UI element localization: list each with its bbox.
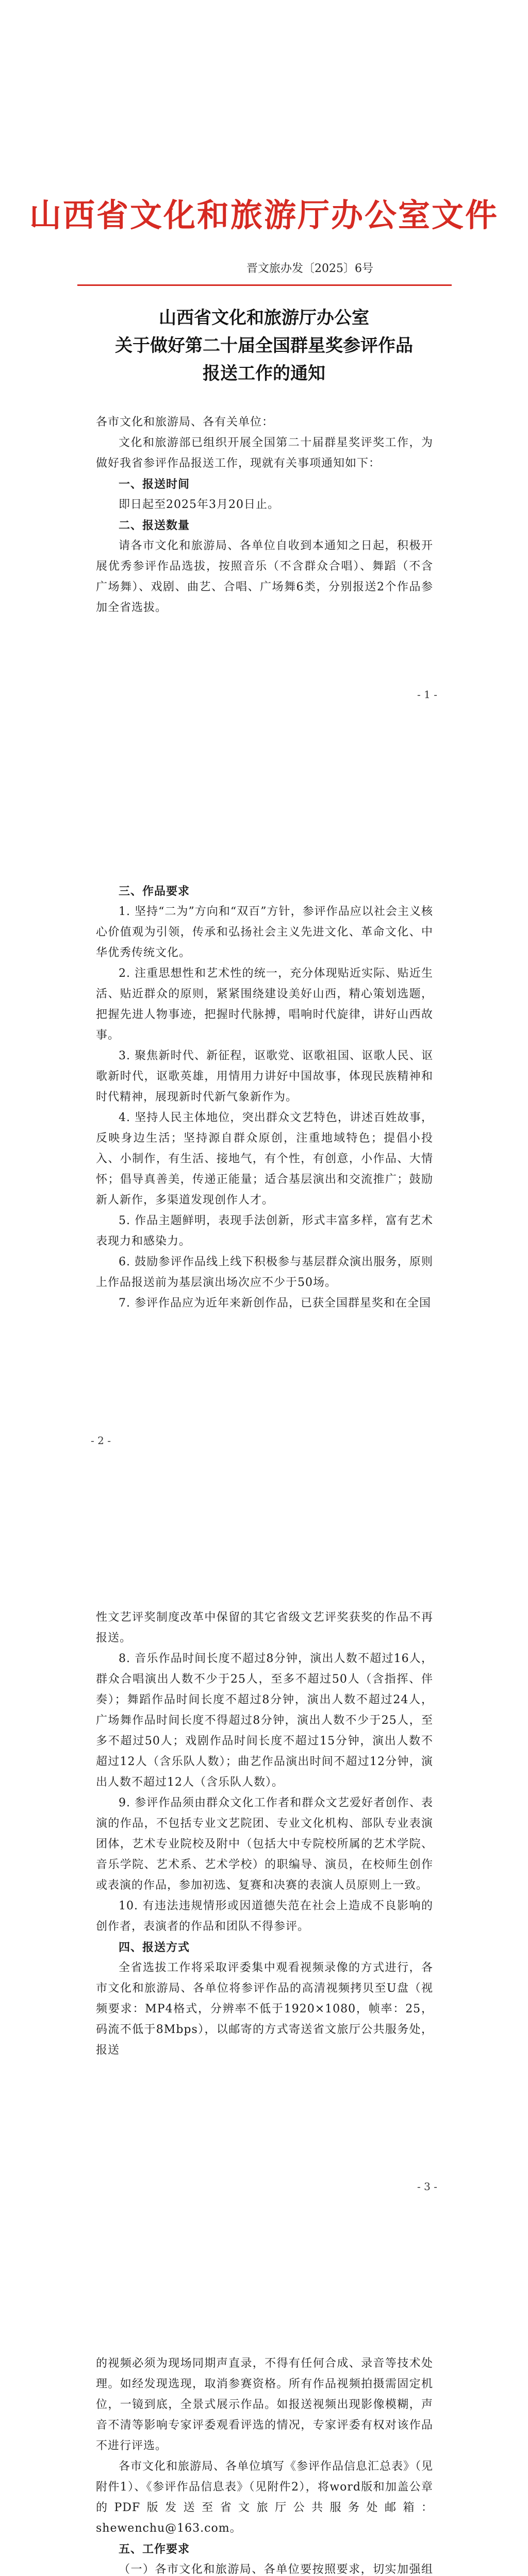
continued-text: 性文艺评奖制度改革中保留的其它省级文艺评奖获奖的作品不再报送。 xyxy=(96,1611,433,1645)
page-number: - 1 - xyxy=(417,688,437,701)
section-2-heading: 二、报送数量 xyxy=(119,519,190,532)
section-1-text: 即日起至2025年3月20日止。 xyxy=(119,498,279,511)
requirement-item: 10. 有违法违规情形或因道德失范在社会上造成不良影响的创作者，表演者的作品和团队不得参评。 xyxy=(96,1900,433,1933)
title-line-3: 报送工作的通知 xyxy=(203,363,325,384)
requirement-item: 3. 聚焦新时代、新征程，讴歌党、讴歌祖国、讴歌人民、讴歌新时代，讴歌英雄，用情用力讲好中国故事，体现民族精神和时代精神，展现新时代新气象新作为。 xyxy=(96,1049,433,1104)
page-4-body xyxy=(96,2353,433,2576)
page-3-body xyxy=(96,1607,433,2061)
page-1 xyxy=(0,0,528,746)
org-masthead: 山西省文化和旅游厅办公室文件 xyxy=(29,196,499,234)
page-number: - 3 - xyxy=(417,2180,437,2193)
requirement-item: 8. 音乐作品时间长度不超过8分钟，演出人数不超过16人，群众合唱演出人数不少于25人，至多不超过50人（含指挥、伴奏）；舞蹈作品时间长度不超过8分钟，演出人数不超过24人，广场舞作品时间长度不得超过8分钟，演出人数不少于25人，至多不超过50人；戏剧作品时间长度不超过15分钟，演出人数不超过12人（含乐队人数）；曲艺作品演出时间不超过12分钟，演出人数不超过12人（含乐队人数）。 xyxy=(96,1652,433,1789)
page-1-body xyxy=(96,412,433,618)
section-5-heading: 五、工作要求 xyxy=(119,2543,190,2556)
section-4-text: 全省选拔工作将采取评委集中观看视频录像的方式进行，各市文化和旅游局、各单位将参评作品的高清视频拷贝至U盘（视频要求：MP4格式，分辨率不低于1920×1080，帧率：25，码流不低于8Mbps），以邮寄的方式寄送省文旅厅公共服务处，报送 xyxy=(96,1961,433,2057)
page-4 xyxy=(0,2238,528,2576)
work-requirement: （一）各市文化和旅游局、各单位要按照要求，切实加强组 xyxy=(119,2563,433,2576)
page-2-body xyxy=(96,881,433,1314)
intro-paragraph: 文化和旅游部已组织开展全国第二十届群星奖评奖工作，为做好我省参评作品报送工作，现就有关事项通知如下： xyxy=(96,436,433,470)
document-number: 晋文旅办发〔2025〕6号 xyxy=(246,262,373,275)
requirement-item: 2. 注重思想性和艺术性的统一，充分体现贴近实际、贴近生活、贴近群众的原则，紧紧围绕建设美好山西，精心策划选题，把握先进人物事迹，把握时代脉搏，唱响时代旋律，讲好山西故事。 xyxy=(96,967,433,1042)
section-1-heading: 一、报送时间 xyxy=(119,478,190,491)
page-3 xyxy=(0,1492,528,2238)
section-3-heading: 三、作品要求 xyxy=(119,885,190,898)
page-number: - 2 - xyxy=(91,1434,111,1447)
title-line-1: 山西省文化和旅游厅办公室 xyxy=(159,308,369,328)
requirement-item: 5. 作品主题鲜明，表现手法创新，形式丰富多样，富有艺术表现力和感染力。 xyxy=(96,1214,433,1248)
title-line-2: 关于做好第二十届全国群星奖参评作品 xyxy=(115,335,413,356)
section-2-text: 请各市文化和旅游局、各单位自收到本通知之日起，积极开展优秀参评作品选拔，按照音乐（不含群众合唱）、舞蹈（不含广场舞）、戏剧、曲艺、合唱、广场舞6类，分别报送2个作品参加全省选拔。 xyxy=(96,539,433,614)
red-divider xyxy=(77,284,452,286)
requirement-item: 9. 参评作品须由群众文化工作者和群众文艺爱好者创作、表演的作品，不包括专业文艺院团、专业文化机构、部队专业表演团体，艺术专业院校及附中（包括大中专院校所属的艺术学院、音乐学院、艺术系、艺术学校）的职编导、演员，在校师生创作或表演的作品，参加初选、复赛和决赛的表演人员原则上一致。 xyxy=(96,1797,433,1892)
requirement-item: 6. 鼓励参评作品线上线下积极参与基层群众演出服务，原则上作品报送前为基层演出场次应不少于50场。 xyxy=(96,1256,433,1289)
requirement-item: 4. 坚持人民主体地位，突出群众文艺特色，讲述百姓故事，反映身边生活；坚持源自群众原创，注重地域特色；提倡小投入、小制作，有生活、接地气，有个性，有创意，小作品、大情怀；倡导真善美，传递正能量；适合基层演出和交流推广；鼓励新人新作，多渠道发现创作人才。 xyxy=(96,1111,433,1207)
requirement-item: 1. 坚持“二为”方向和“双百”方针，参评作品应以社会主义核心价值观为引领，传承和弘扬社会主义先进文化、革命文化、中华优秀传统文化。 xyxy=(96,905,433,959)
continued-text: 的视频必须为现场同期声直录，不得有任何合成、录音等技术处理。如经发现选现，取消参赛资格。所有作品视频拍摄需固定机位，一镜到底，全景式展示作品。如报送视频出现影像模糊，声音不清等影响专家评委观看评选的情况，专家评委有权对该作品不进行评选。 xyxy=(96,2357,433,2452)
salutation: 各市文化和旅游局、各有关单位： xyxy=(96,416,274,429)
section-4-heading: 四、报送方式 xyxy=(119,1941,190,1954)
page-2 xyxy=(0,746,528,1492)
forms-paragraph: 各市文化和旅游局、各单位填写《参评作品信息汇总表》（见附件1）、《参评作品信息表》（见附件2），将word版和加盖公章的PDF版发送至省文旅厅公共服务处邮箱：shewenchu@163.com。 xyxy=(96,2460,434,2535)
requirement-item: 7. 参评作品应为近年来新创作品，已获全国群星奖和在全国 xyxy=(119,1297,431,1310)
